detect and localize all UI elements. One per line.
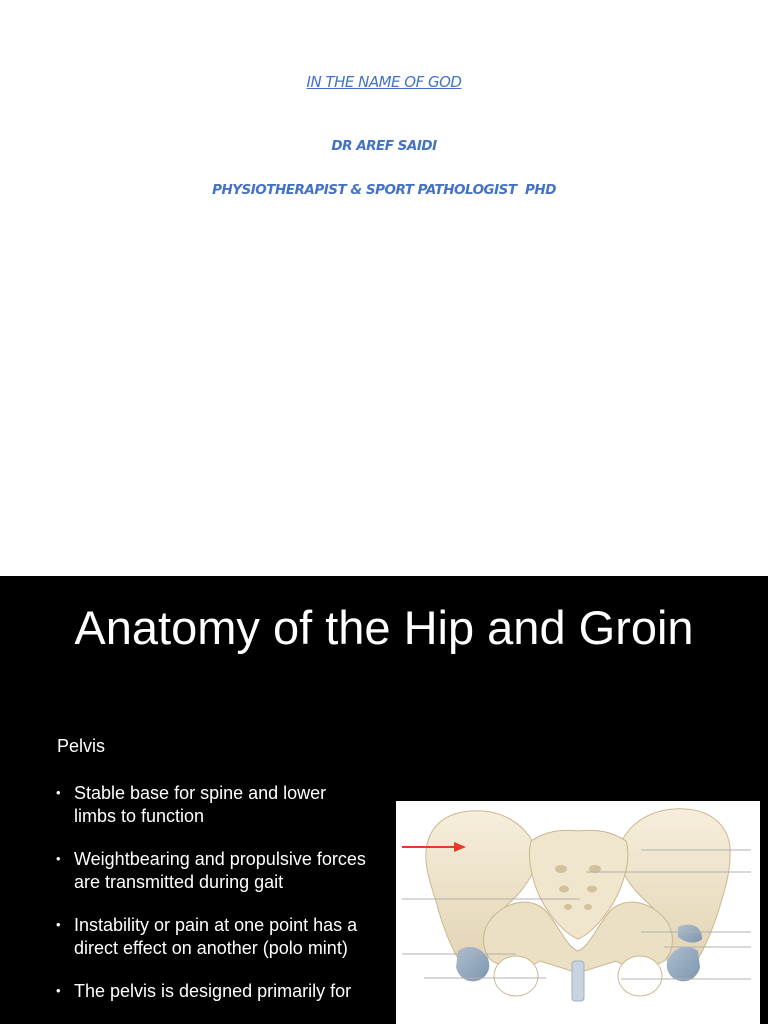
section-heading: Pelvis [57,736,106,756]
obturator-foramen [494,956,538,996]
sacral-foramen [559,886,569,893]
bullet-item [55,980,367,1003]
bullet-text: Instability or pain at one point has a direct effect on another (polo mint) [74,915,358,958]
bullet-icon: • [56,917,61,932]
sacral-foramen [587,886,597,893]
author-name: DR AREF SAIDI [331,138,437,154]
slide-heading: IN THE NAME OF GOD [306,73,462,91]
bullet-list [55,782,367,1024]
author-credentials: PHYSIOTHERAPIST & SPORT PATHOLOGIST PHD [212,182,556,198]
bullet-item [55,848,367,893]
bullet-icon: • [56,983,61,998]
sacral-foramen [555,865,567,873]
pubic-symphysis [572,961,584,1001]
sacral-foramen [564,904,572,910]
bullet-text: Weightbearing and propulsive forces are transmitted during gait [74,849,366,892]
pelvis-illustration [396,801,760,1024]
bullet-item [55,782,367,827]
bullet-text: The pelvis is designed primarily for [74,981,352,1001]
anatomy-slide [0,576,768,1024]
bullet-icon: • [56,785,61,800]
bullet-icon: • [56,851,61,866]
sacral-foramen [584,904,592,910]
bullet-item [55,914,367,959]
obturator-foramen [618,956,662,996]
pelvis-drawing [396,801,760,1024]
bullet-text: Stable base for spine and lower limbs to function [74,783,327,826]
slide-title: Anatomy of the Hip and Groin [74,601,694,654]
